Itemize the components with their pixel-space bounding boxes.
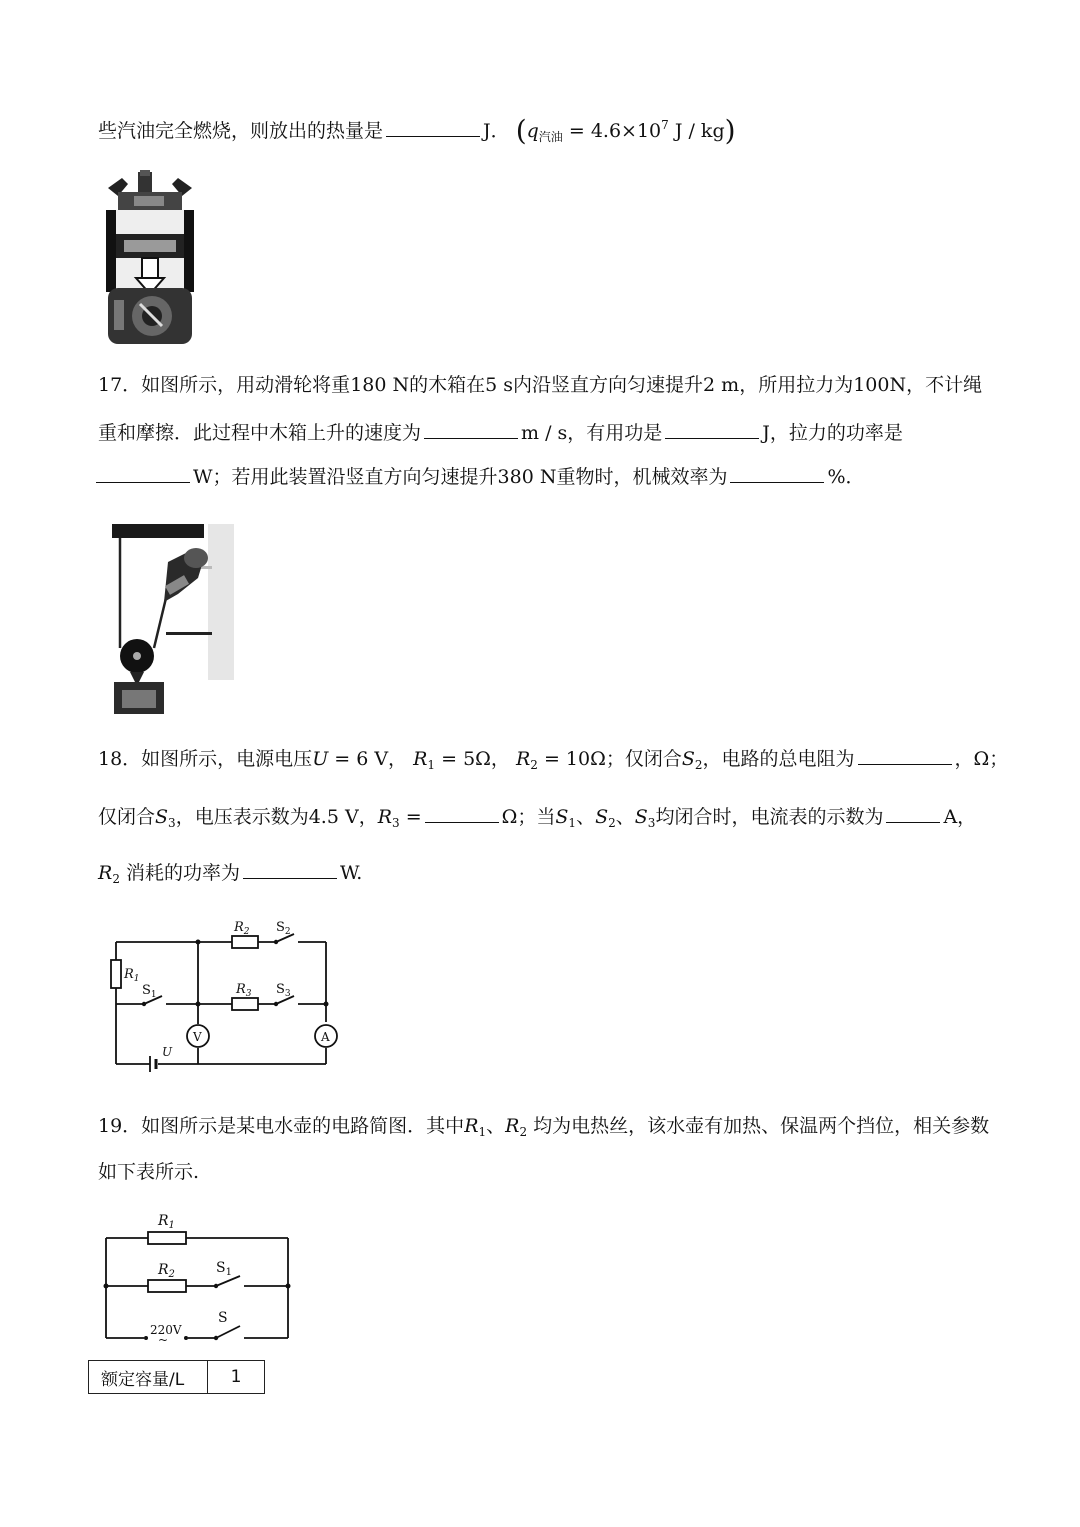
q18-r2c-sub: 2 <box>112 872 120 886</box>
q18-voltage: = 6 V， <box>334 748 408 770</box>
q19-line-2 <box>98 1160 199 1184</box>
q18-r2: R <box>515 748 531 770</box>
q-exp: 7 <box>661 118 669 132</box>
ammeter-label: A <box>321 1030 330 1044</box>
q18-r1-value: = 5Ω， <box>441 748 510 770</box>
circuit-figure-18 <box>108 912 340 1074</box>
q-symbol: q <box>526 120 539 142</box>
q-value: = 4.6×10 <box>568 120 662 142</box>
q16-answer-blank[interactable] <box>386 118 480 137</box>
q16-text: 些汽油完全燃烧，则放出的热量是 <box>98 120 384 142</box>
q17-text-3a: W；若用此装置沿竖直方向匀速提升 <box>193 466 498 488</box>
ac-symbol-icon: ~ <box>158 1333 169 1346</box>
q18-s2-sub: 2 <box>694 758 703 772</box>
q17-percent: %． <box>827 466 865 488</box>
q18-s3: S <box>155 806 169 828</box>
fig18-r3-label: R <box>236 982 246 997</box>
q17-power-blank[interactable] <box>96 464 190 483</box>
fig18-r2-sub: 2 <box>243 927 250 937</box>
svg-text:R2 <box>233 920 250 937</box>
q19-r2-sub: 2 <box>519 1125 528 1139</box>
q18-s3b-sub: 3 <box>647 816 656 830</box>
q19-text-2: 如下表所示. <box>98 1161 200 1183</box>
q18-text-2f: Ω；当 <box>501 806 556 828</box>
q17-line-1 <box>98 373 982 397</box>
q17-text-2c: ，有用功是 <box>567 422 663 444</box>
q18-u: U <box>312 748 329 770</box>
q17-time: 5 s <box>485 374 514 396</box>
voltmeter-label: V <box>193 1030 202 1044</box>
table-header-cell: 额定容量/L <box>89 1361 208 1394</box>
fig18-s3-sub: 3 <box>284 989 291 999</box>
q18-s3-sub: 3 <box>168 816 176 830</box>
fig19-s1-label: S <box>216 1260 226 1276</box>
q16-unit: J． <box>483 120 510 142</box>
q18-r3-blank[interactable] <box>425 804 499 823</box>
fig19-s-label: S <box>218 1310 228 1326</box>
q18-sep-1: 、 <box>576 806 596 828</box>
q18-watt-unit: W. <box>340 862 363 884</box>
q17-height: 2 m <box>703 374 740 396</box>
fig19-r1-sub: 1 <box>168 1220 175 1231</box>
q17-line-3 <box>96 464 865 489</box>
fig18-s1-label: S <box>142 983 151 998</box>
q18-s1: S <box>555 806 569 828</box>
svg-text:R3 <box>235 982 252 999</box>
q18-r2-sub: 2 <box>530 758 538 772</box>
parameter-table <box>88 1360 265 1394</box>
q18-s2b: S <box>595 806 609 828</box>
svg-text:R1 <box>123 967 140 984</box>
q18-sep-2: 、 <box>615 806 635 828</box>
q19-line-1 <box>98 1114 989 1138</box>
q18-line-2 <box>98 804 976 829</box>
q17-text-3c: 重物时，机械效率为 <box>556 466 728 488</box>
q18-text-a: 18．如图所示，电源电压 <box>98 748 313 770</box>
q18-resistance-blank[interactable] <box>858 746 952 765</box>
q17-line-2 <box>98 420 903 445</box>
q17-text-a: 17．如图所示，用动滑轮将重 <box>98 374 351 396</box>
q18-text-2b: ，电压表示数为 <box>175 806 309 828</box>
svg-text:S1 <box>216 1260 232 1278</box>
paren-open: ( <box>515 114 527 147</box>
q18-text-2a: 仅闭合 <box>98 806 156 828</box>
q17-force: 100N <box>853 374 907 396</box>
fig18-s1-sub: 1 <box>150 990 157 1000</box>
svg-text:R2 <box>157 1262 175 1280</box>
fig19-r2-label: R <box>158 1262 169 1278</box>
q18-power-blank[interactable] <box>243 860 337 879</box>
q19-text-a: 19．如图所示是某电水壶的电路简图．其中 <box>98 1115 465 1137</box>
q19-text-c: 均为电热丝，该水壶有加热、保温两个挡位，相关参数 <box>533 1115 990 1137</box>
q18-r2-value: = 10Ω；仅闭合 <box>543 748 682 770</box>
q-sub: 汽油 <box>538 130 563 144</box>
table-row <box>89 1361 265 1394</box>
q18-line-3 <box>98 860 362 885</box>
fig18-s2-label: S <box>276 920 285 935</box>
fig18-r3-sub: 3 <box>245 989 252 999</box>
q18-ohm-unit: ，Ω； <box>954 748 1009 770</box>
q-unit: J / kg <box>674 120 725 142</box>
q18-voltmeter-value: 4.5 V <box>308 806 359 828</box>
q18-r1-sub: 1 <box>427 758 436 772</box>
fig18-s3-label: S <box>276 982 285 997</box>
q18-comma: ， <box>358 806 378 828</box>
q18-s3b: S <box>634 806 648 828</box>
q18-r2c: R <box>98 862 113 884</box>
fig18-s2-sub: 2 <box>284 927 291 937</box>
q18-s1-sub: 1 <box>568 816 577 830</box>
q16-line <box>98 114 736 147</box>
table-value-cell: 1 <box>208 1361 265 1394</box>
q17-work-unit: J <box>762 422 770 444</box>
fig19-r1-label: R <box>158 1213 169 1229</box>
paren-close: ) <box>724 114 736 147</box>
q18-r3: R <box>377 806 393 828</box>
q19-sep: 、 <box>486 1115 506 1137</box>
q18-text-2i: 均闭合时，电流表的示数为 <box>655 806 884 828</box>
q17-speed-unit: m / s <box>521 422 568 444</box>
q19-r1: R <box>464 1115 479 1137</box>
q18-current-blank[interactable] <box>886 804 940 823</box>
q18-r1: R <box>413 748 428 770</box>
q18-text-e: ，电路的总电阻为 <box>702 748 855 770</box>
q19-r2: R <box>505 1115 520 1137</box>
fig19-s1-sub: 1 <box>225 1267 232 1278</box>
q17-text-e: 内沿竖直方向匀速提升 <box>513 374 704 396</box>
q18-s2: S <box>681 748 695 770</box>
q17-text-c: 的木箱在 <box>409 374 486 396</box>
fig18-r2-label: R <box>234 920 244 935</box>
q17-weight: 180 N <box>350 374 410 396</box>
fig19-source-label: 220V <box>150 1323 182 1337</box>
fig19-r2-sub: 2 <box>168 1269 175 1280</box>
pulley-figure <box>108 522 238 718</box>
q17-weight-2: 380 N <box>497 466 557 488</box>
q17-text-2e: ，拉力的功率是 <box>769 422 903 444</box>
q17-text-2a: 重和摩擦．此过程中木箱上升的速度为 <box>98 422 422 444</box>
circuit-figure-19 <box>98 1204 298 1346</box>
q18-amp-unit: A， <box>943 806 977 828</box>
q17-work-blank[interactable] <box>665 420 759 439</box>
q17-efficiency-blank[interactable] <box>730 464 824 483</box>
svg-text:S1 <box>142 983 157 1000</box>
svg-text:R1 <box>157 1213 175 1231</box>
svg-text:S3 <box>276 982 291 999</box>
q18-line-1 <box>98 746 1008 771</box>
q18-text-3a: 消耗的功率为 <box>126 862 241 884</box>
q18-equals: = <box>405 806 422 828</box>
q17-text-i: ，不计绳 <box>906 374 983 396</box>
fig18-r1-sub: 1 <box>133 974 140 984</box>
svg-text:S2 <box>276 920 291 937</box>
engine-figure <box>100 170 200 348</box>
fig18-r1-label: R <box>124 967 134 982</box>
q17-speed-blank[interactable] <box>424 420 518 439</box>
battery-label: U <box>162 1045 173 1059</box>
q18-r3-sub: 3 <box>392 816 400 830</box>
q18-s2b-sub: 2 <box>608 816 616 830</box>
q19-r1-sub: 1 <box>478 1125 487 1139</box>
q17-text-g: ，所用拉力为 <box>739 374 854 396</box>
